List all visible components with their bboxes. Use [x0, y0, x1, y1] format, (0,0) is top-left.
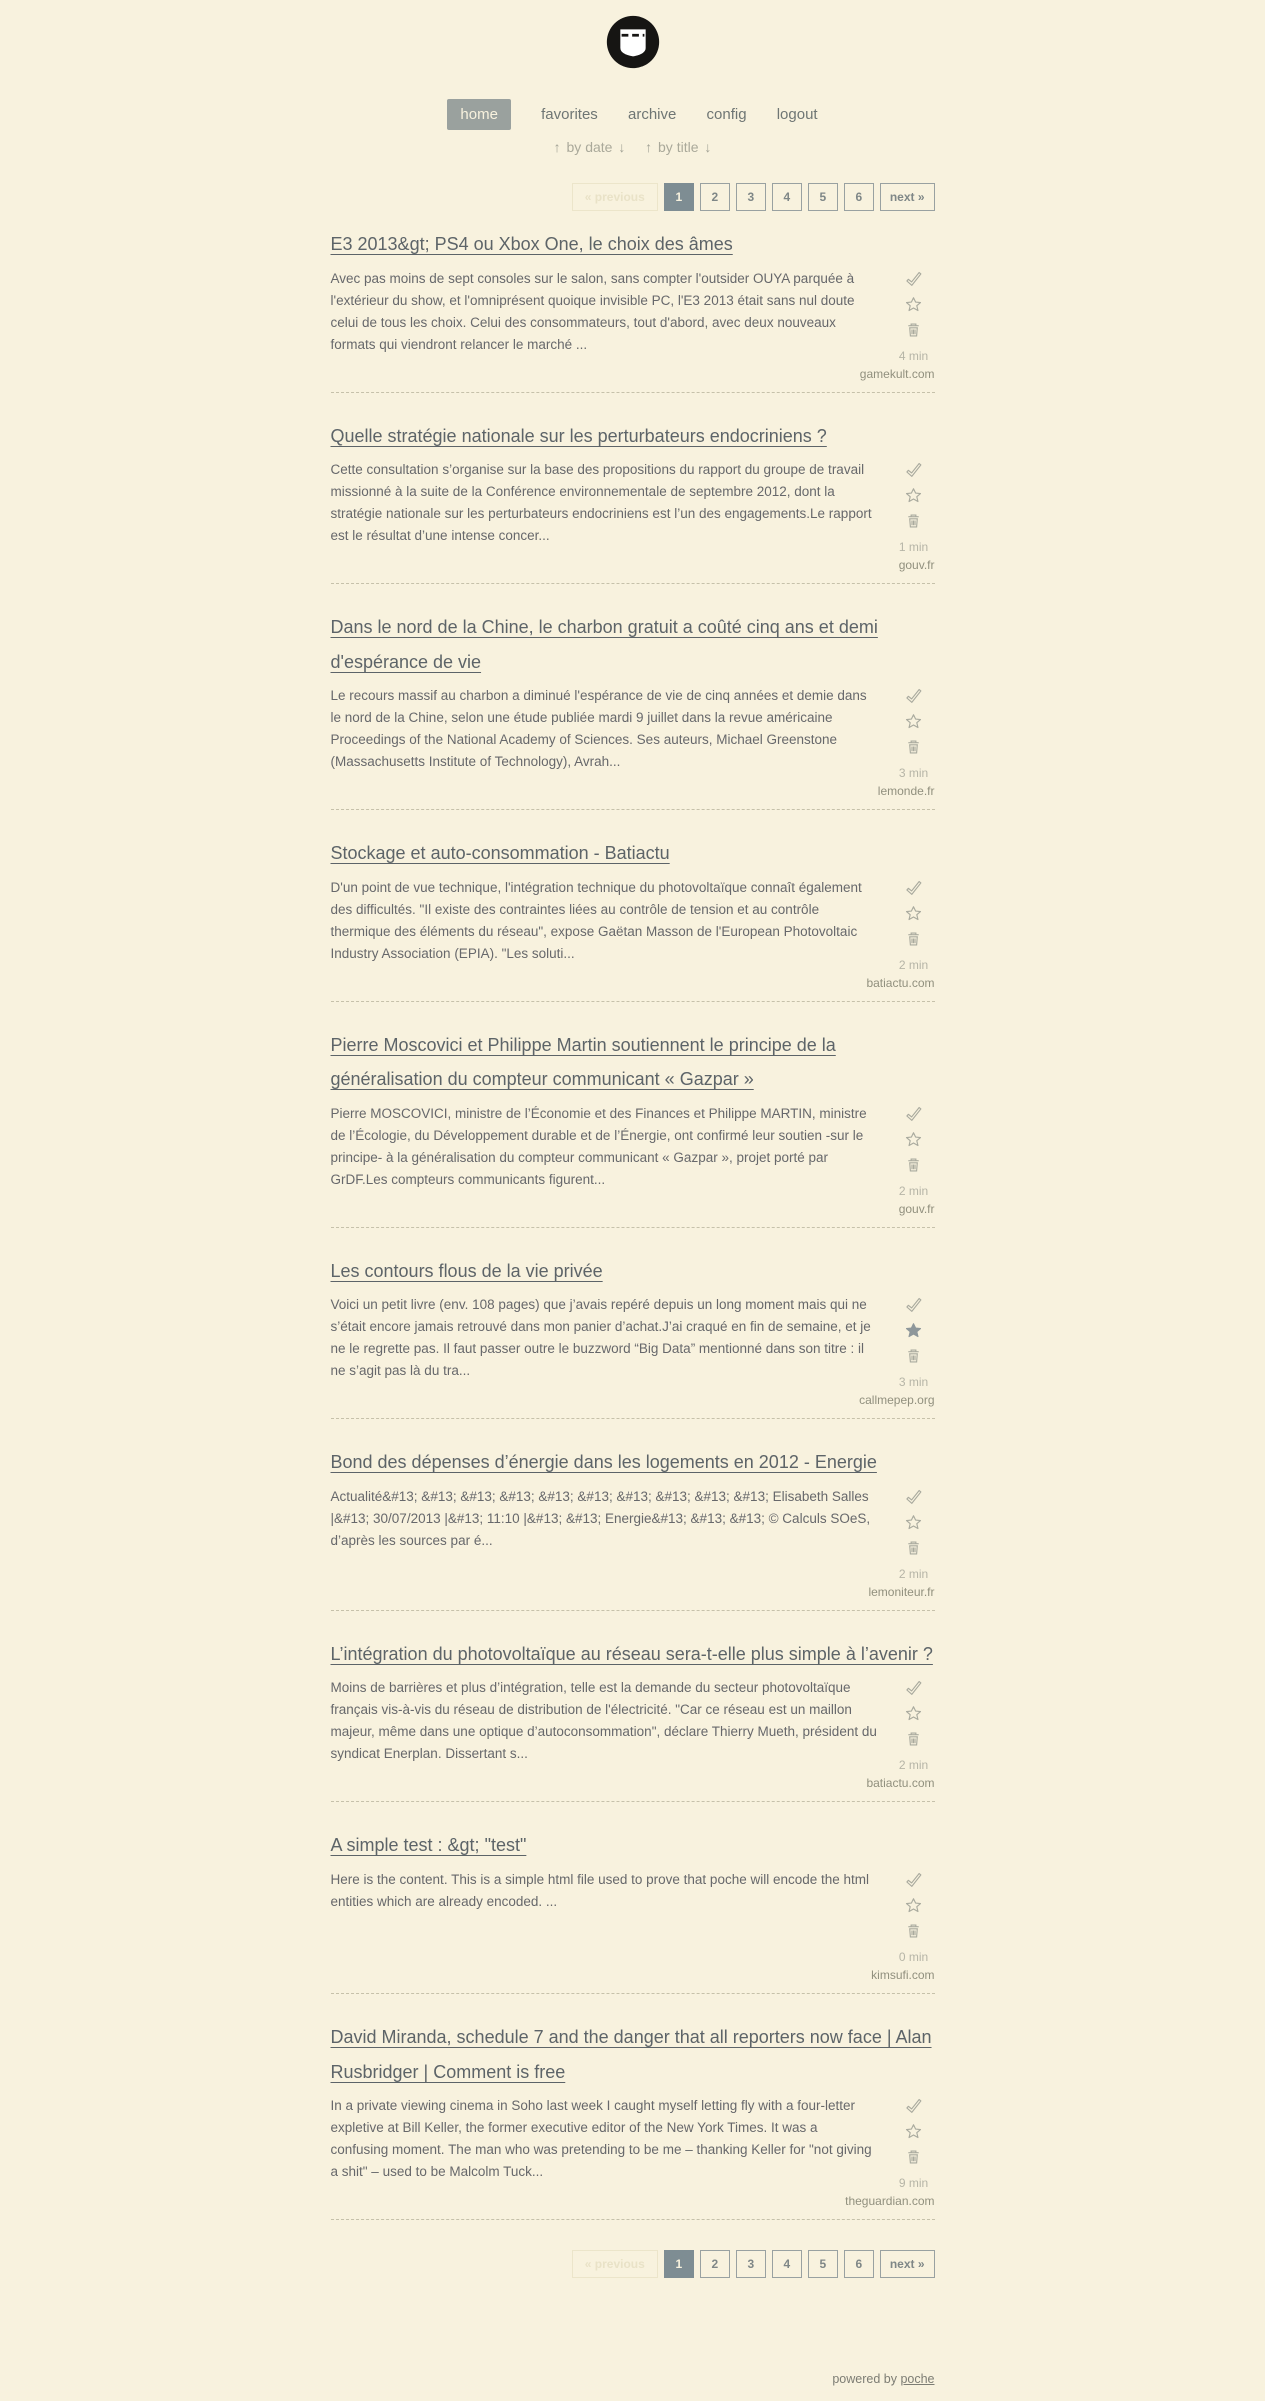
article-body [331, 1486, 935, 1581]
pagination-bottom [331, 2250, 935, 2278]
article-body [331, 685, 935, 780]
article-title-link[interactable]: David Miranda, schedule 7 and the danger that all reporters now face | Alan Rusbridger | Comment is free [330, 2027, 932, 2082]
sort-title-asc-icon[interactable]: ↑ [645, 139, 653, 155]
source-domain: lemonde.fr [877, 784, 935, 799]
page-number-button[interactable]: 1 [664, 183, 694, 211]
mark-read-check-icon[interactable] [905, 1680, 922, 1697]
source-domain: gamekult.com [859, 366, 935, 381]
reading-time: 3 min [898, 1375, 929, 1390]
article-body [331, 1294, 935, 1389]
favorite-star-icon[interactable] [905, 1897, 922, 1914]
delete-trash-icon[interactable] [905, 930, 922, 947]
article-excerpt: Cette consultation s’organise sur la base des propositions du rapport du groupe de travail missionné à la suite de la Conférence environnementale de septembre 2012, dont la stratégie nationale sur les perturbateurs endocriniens est l’un des engagements.Le rapport est le résultat d’une intense concer... [330, 462, 872, 544]
source-domain: gouv.fr [898, 558, 935, 573]
nav-favorites[interactable]: favorites [541, 106, 598, 123]
source-row [331, 1200, 935, 1223]
article-toolbar [893, 877, 935, 972]
article-excerpt: Moins de barrières et plus d’intégration, telle est la demande du secteur photovoltaïque français vis-à-vis du réseau de distribution de l'électricité. "Car ce réseau est un maillon majeur, même dans une optique d’autoconsommation", déclare Thierry Mueth, président du syndicat Enerplan. Dissertant s... [330, 1680, 877, 1762]
source-domain: batiactu.com [866, 1776, 935, 1791]
sort-by-date-label: by date [566, 139, 613, 155]
source-row [331, 782, 935, 805]
article-title-link[interactable]: Dans le nord de la Chine, le charbon gratuit a coûté cinq ans et demi d'espérance de vie [330, 617, 878, 672]
article-body [331, 2095, 935, 2190]
reading-time: 2 min [898, 957, 929, 972]
article-title [331, 1828, 935, 1863]
previous-page-button: « previous [572, 2250, 658, 2278]
article-title [331, 1028, 935, 1097]
article-excerpt: In a private viewing cinema in Soho last week I caught myself letting fly with a four-letter expletive at Bill Keller, the former executive editor of the New York Times. It was a confusing moment. The man who was pretending to be me – thanking Keller for "not giving a shit" – used to be Malcolm Tuck... [330, 2098, 872, 2180]
source-domain: lemoniteur.fr [868, 1584, 935, 1599]
mark-read-check-icon[interactable] [905, 271, 922, 288]
article-title [331, 1637, 935, 1672]
article-toolbar [893, 1294, 935, 1389]
article-toolbar [893, 685, 935, 780]
mark-read-check-icon[interactable] [905, 1297, 922, 1314]
favorite-star-icon[interactable] [905, 487, 922, 504]
mark-read-check-icon[interactable] [905, 880, 922, 897]
page-number-button[interactable]: 4 [772, 183, 802, 211]
page-number-button[interactable]: 3 [736, 183, 766, 211]
article-title-link[interactable]: A simple test : &gt; "test" [330, 1835, 527, 1856]
source-row [331, 1583, 935, 1606]
reading-time: 2 min [898, 1183, 929, 1198]
delete-trash-icon[interactable] [905, 2148, 922, 2165]
sort-date-desc-icon[interactable]: ↓ [618, 139, 626, 155]
article-title-link[interactable]: L’intégration du photovoltaïque au réseau sera-t-elle plus simple à l’avenir ? [330, 1643, 933, 1664]
article-title-link[interactable]: Les contours flous de la vie privée [330, 1260, 603, 1281]
previous-page-button: « previous [572, 183, 658, 211]
favorite-star-icon[interactable] [905, 2123, 922, 2140]
reading-time: 9 min [898, 2176, 929, 2191]
article-body [331, 268, 935, 363]
favorite-star-icon[interactable] [905, 1322, 922, 1339]
source-row [331, 556, 935, 579]
page-number-button[interactable]: 6 [844, 183, 874, 211]
article-title-link[interactable]: Bond des dépenses d’énergie dans les logements en 2012 - Energie [330, 1452, 877, 1473]
article-body [331, 1103, 935, 1198]
sort-date-asc-icon[interactable]: ↑ [553, 139, 561, 155]
delete-trash-icon[interactable] [905, 1922, 922, 1939]
mark-read-check-icon[interactable] [905, 1106, 922, 1123]
favorite-star-icon[interactable] [905, 1705, 922, 1722]
poche-logo[interactable] [606, 15, 660, 69]
article-title [331, 610, 935, 679]
article-title [331, 2020, 935, 2089]
source-row [331, 1774, 935, 1797]
article-title-link[interactable]: Quelle stratégie nationale sur les perturbateurs endocriniens ? [330, 425, 827, 446]
next-page-button[interactable]: next » [880, 2250, 935, 2278]
article-entry [331, 1637, 935, 1803]
powered-by-text: powered by [832, 2372, 897, 2386]
delete-trash-icon[interactable] [905, 1156, 922, 1173]
article-excerpt: Pierre MOSCOVICI, ministre de l’Économie et des Finances et Philippe MARTIN, ministre de l’Écologie, du Développement durable et de l’Énergie, ont confirmé leur soutien -sur le principe- à la généralisation du compteur communicant « Gazpar », projet porté par GrDF.Les compteurs communicants figurent... [330, 1105, 867, 1187]
article-entry [331, 1254, 935, 1420]
delete-trash-icon[interactable] [905, 512, 922, 529]
article-body [331, 1677, 935, 1772]
page-number-button[interactable]: 3 [736, 2250, 766, 2278]
article-entry [331, 836, 935, 1002]
favorite-star-icon[interactable] [905, 1514, 922, 1531]
article-body [331, 877, 935, 972]
source-row [331, 1391, 935, 1414]
article-excerpt: Avec pas moins de sept consoles sur le salon, sans compter l'outsider OUYA parquée à l'extérieur du show, et l'omniprésent quoique invisible PC, l'E3 2013 était sans nul doute celui de tous les choix. Celui des consommateurs, tout d'abord, avec deux nouveaux formats qui viendront relancer le marché ... [330, 270, 855, 352]
page-number-button[interactable]: 6 [844, 2250, 874, 2278]
article-title [331, 1445, 935, 1480]
pagination-top [331, 183, 935, 211]
article-title [331, 1254, 935, 1289]
article-entry [331, 419, 935, 585]
delete-trash-icon[interactable] [905, 1730, 922, 1747]
page-number-button[interactable]: 2 [700, 2250, 730, 2278]
article-toolbar [893, 268, 935, 363]
nav-config[interactable]: config [706, 106, 747, 123]
source-row [331, 365, 935, 388]
article-title-link[interactable]: Pierre Moscovici et Philippe Martin soutiennent le principe de la généralisation du compteur communicant « Gazpar » [330, 1034, 836, 1090]
source-domain: gouv.fr [898, 1201, 935, 1216]
favorite-star-icon[interactable] [905, 296, 922, 313]
article-excerpt: Here is the content. This is a simple html file used to prove that poche will encode the html entities which are already encoded. ... [330, 1872, 870, 1910]
reading-time: 2 min [898, 1758, 929, 1773]
mark-read-check-icon[interactable] [905, 1872, 922, 1889]
reading-time: 2 min [898, 1566, 929, 1581]
favorite-star-icon[interactable] [905, 713, 922, 730]
sort-title-desc-icon[interactable]: ↓ [704, 139, 712, 155]
article-list [331, 227, 935, 2246]
reading-time: 4 min [898, 348, 929, 363]
article-entry [331, 227, 935, 393]
source-domain: batiactu.com [866, 975, 935, 990]
mark-read-check-icon[interactable] [905, 462, 922, 479]
article-body [331, 459, 935, 554]
nav-archive[interactable]: archive [627, 106, 677, 123]
article-toolbar [893, 459, 935, 554]
source-row [331, 974, 935, 997]
delete-trash-icon[interactable] [905, 1347, 922, 1364]
next-page-button[interactable]: next » [880, 183, 935, 211]
article-title [331, 836, 935, 871]
page-number-list [658, 183, 874, 211]
delete-trash-icon[interactable] [905, 1539, 922, 1556]
delete-trash-icon[interactable] [905, 321, 922, 338]
delete-trash-icon[interactable] [905, 738, 922, 755]
source-domain: theguardian.com [845, 2194, 935, 2209]
main-nav [331, 106, 935, 123]
article-excerpt: Le recours massif au charbon a diminué l'espérance de vie de cinq années et demie dans le nord de la Chine, selon une étude publiée mardi 9 juillet dans la revue américaine Proceedings of the National Academy of Sciences. Ses auteurs, Michael Greenstone (Massachusetts Institute of Technology), Avrah... [330, 688, 867, 770]
article-title-link[interactable]: Stockage et auto-consommation - Batiactu [330, 843, 670, 864]
article-toolbar [893, 1677, 935, 1772]
poche-pocket-icon [606, 15, 660, 69]
article-entry [331, 1445, 935, 1611]
article-entry [331, 2020, 935, 2220]
page-number-button[interactable]: 2 [700, 183, 730, 211]
favorite-star-icon[interactable] [905, 905, 922, 922]
article-title-link[interactable]: E3 2013&gt; PS4 ou Xbox One, le choix des âmes [330, 234, 733, 254]
reading-time: 3 min [898, 766, 929, 781]
page-number-button[interactable]: 5 [808, 2250, 838, 2278]
article-toolbar [893, 2095, 935, 2190]
source-domain: kimsufi.com [871, 1968, 935, 1983]
article-toolbar [893, 1486, 935, 1581]
article-excerpt: Actualité&#13; &#13; &#13; &#13; &#13; &#13; &#13; &#13; &#13; &#13; Elisabeth Salles |&#13; 30/07/2013 |&#13; 11:10 |&#13; &#13; Energie&#13; &#13; &#13; © Calculs SOeS, d’après les sources par é... [330, 1488, 871, 1548]
mark-read-check-icon[interactable] [905, 2098, 922, 2115]
page-number-list [658, 2250, 874, 2278]
poche-link[interactable]: poche [900, 2372, 935, 2386]
mark-read-check-icon[interactable] [905, 688, 922, 705]
article-toolbar [893, 1103, 935, 1198]
source-row [331, 1966, 935, 1989]
article-entry [331, 610, 935, 810]
reading-time: 1 min [898, 540, 929, 555]
article-body [331, 1869, 935, 1964]
footer [331, 2312, 935, 2401]
header [331, 0, 935, 155]
poche-app [331, 0, 935, 2401]
nav-home[interactable]: home [447, 99, 511, 130]
page-number-button[interactable]: 1 [664, 2250, 694, 2278]
article-excerpt: Voici un petit livre (env. 108 pages) que j’avais repéré depuis un long moment mais qui ne s’était encore jamais retrouvé dans mon panier d’achat.J’ai craqué en fin de semaine, et je ne le regrette pas. Il faut passer outre le buzzword “Big Data” mentionné dans son titre : il ne s’agit pas là du tra... [330, 1297, 871, 1379]
article-entry [331, 1028, 935, 1228]
nav-logout[interactable]: logout [776, 106, 818, 123]
mark-read-check-icon[interactable] [905, 1489, 922, 1506]
reading-time: 0 min [898, 1950, 929, 1965]
page-number-button[interactable]: 5 [808, 183, 838, 211]
article-excerpt: D'un point de vue technique, l'intégration technique du photovoltaïque connaît également des difficultés. "Il existe des contraintes liées au contrôle de tension et au contrôle thermique des éléments du réseau", expose Gaëtan Masson de l'European Photovoltaic Industry Association (EPIA). "Les soluti... [330, 879, 862, 961]
article-title [331, 227, 935, 262]
article-toolbar [893, 1869, 935, 1964]
article-entry [331, 1828, 935, 1994]
sort-by-title-label: by title [658, 139, 699, 155]
page-number-button[interactable]: 4 [772, 2250, 802, 2278]
favorite-star-icon[interactable] [905, 1131, 922, 1148]
sort-controls [331, 139, 935, 155]
article-title [331, 419, 935, 454]
source-domain: callmepep.org [859, 1393, 935, 1408]
source-row [331, 2192, 935, 2215]
